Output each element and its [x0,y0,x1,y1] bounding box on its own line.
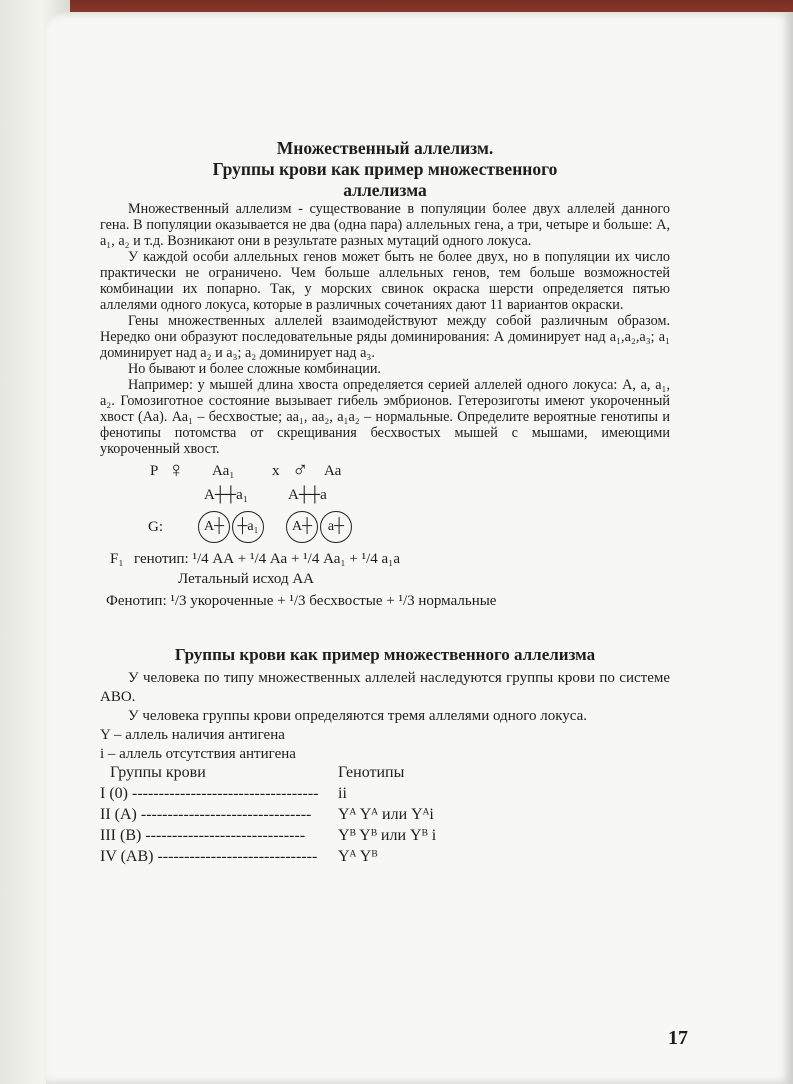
f1-label: F₁ [110,551,124,567]
paragraph-three-alleles: У человека группы крови определяются тремя аллелями одного локуса. [128,708,588,724]
cross-sign: х [272,463,280,479]
female-genotype: Аа₁ [212,463,235,479]
gametes-label: G: [148,519,163,535]
male-chromosome: А┼┼а [288,487,327,503]
female-chromosome: А┼┼а₁ [204,487,248,503]
paragraph-definition: Множественный аллелизм - существование в популяции более двух аллелей данного гена. В популяции оказывается не два (одна пара) аллельных гена, а три, четыре и больше: А, а₁, а₂ и т.д. Возникают они в результате разных мутаций одного локуса. [100,201,670,249]
page-number: 17 [668,1027,688,1049]
title-line-3: аллелизма [343,180,427,200]
allele-i-definition: i – аллель отсутствия антигена [100,746,296,762]
genotype: ii [338,785,347,802]
male-symbol: ♂ [292,457,309,482]
gamete-circle: а┼ [320,511,352,543]
table-row [100,827,670,848]
title-line-2: Группы крови как пример множественного [212,159,558,179]
gamete-circle: А┼ [198,511,230,543]
column-blood-groups: Группы крови [110,764,206,781]
male-genotype: Аа [324,463,342,479]
lethal-outcome: Летальный исход АА [178,571,314,587]
table-row [100,806,670,827]
gamete-circle: А┼ [286,511,318,543]
female-symbol: ♀ [168,457,185,482]
table-row [100,785,670,806]
paragraph-abo: У человека по типу множественных аллелей наследуются группы крови по системе АВО. [100,670,670,705]
column-genotypes: Генотипы [338,764,405,781]
allele-y-definition: Y – аллель наличия антигена [100,727,285,743]
genetic-cross-diagram [100,457,670,607]
paragraph-dominance: Гены множественных аллелей взаимодействуют между собой различным образом. Нередко они образуют последовательные ряды доминирования: А доминирует над а₁,а₂,а₃; а₁ доминирует над а₂ и а₃; а₂ доминирует над а₃. [100,313,670,361]
blood-group: IV (AB) ------------------------------ [100,848,318,865]
table-header [100,764,670,785]
blood-group: II (A) -------------------------------- [100,806,312,823]
paragraph-combinations: У каждой особи аллельных генов может быть не более двух, но в популяции их число практически не ограничено. Чем больше аллельных генов, тем больше возможностей комбинации их попарно. Так, у морских свинок окраска шерсти определяется пятью аллелями одного локуса, которые в различных сочетаниях дают 11 вариантов окраски. [100,249,670,313]
genotype: Yᴮ Yᴮ или Yᴮ i [338,827,437,844]
genotype: Yᴬ Yᴬ или Yᴬi [338,806,434,823]
title-line-1: Множественный аллелизм. [276,138,494,158]
table-row [100,848,670,869]
f1-genotype: генотип: ¹/4 АА + ¹/4 Аа + ¹/4 Аа₁ + ¹/4 а₁а [134,551,401,567]
blood-group: I (0) ----------------------------------- [100,785,319,802]
parent-label: Р [150,463,159,479]
paragraph-complex: Но бывают и более сложные комбинации. [128,361,381,377]
genotype: Yᴬ Yᴮ [338,848,378,865]
section-2-title: Группы крови как пример множественного аллелизма [174,645,596,664]
paragraph-mouse-problem: Например: у мышей длина хвоста определяется серией аллелей одного локуса: А, а, а₁, а₂. Гомозиготное состояние вызывает гибель эмбрионов. Гетерозиготы имеют укороченный хвост (Аа). Аа₁ – бесхвостые; аа₁, аа₂, а₁а₂ – нормальные. Определите вероятные генотипы и фенотипы потомства от скрещивания бесхвостых мышей с мышами, имеющими укороченный хвост. [100,377,670,457]
gamete-circle: ┼а₁ [232,511,264,543]
phenotype-ratio: Фенотип: ¹/3 укороченные + ¹/3 бесхвостые + ¹/3 нормальные [106,593,497,609]
blood-group: III (B) ------------------------------ [100,827,306,844]
page-content [100,138,670,869]
